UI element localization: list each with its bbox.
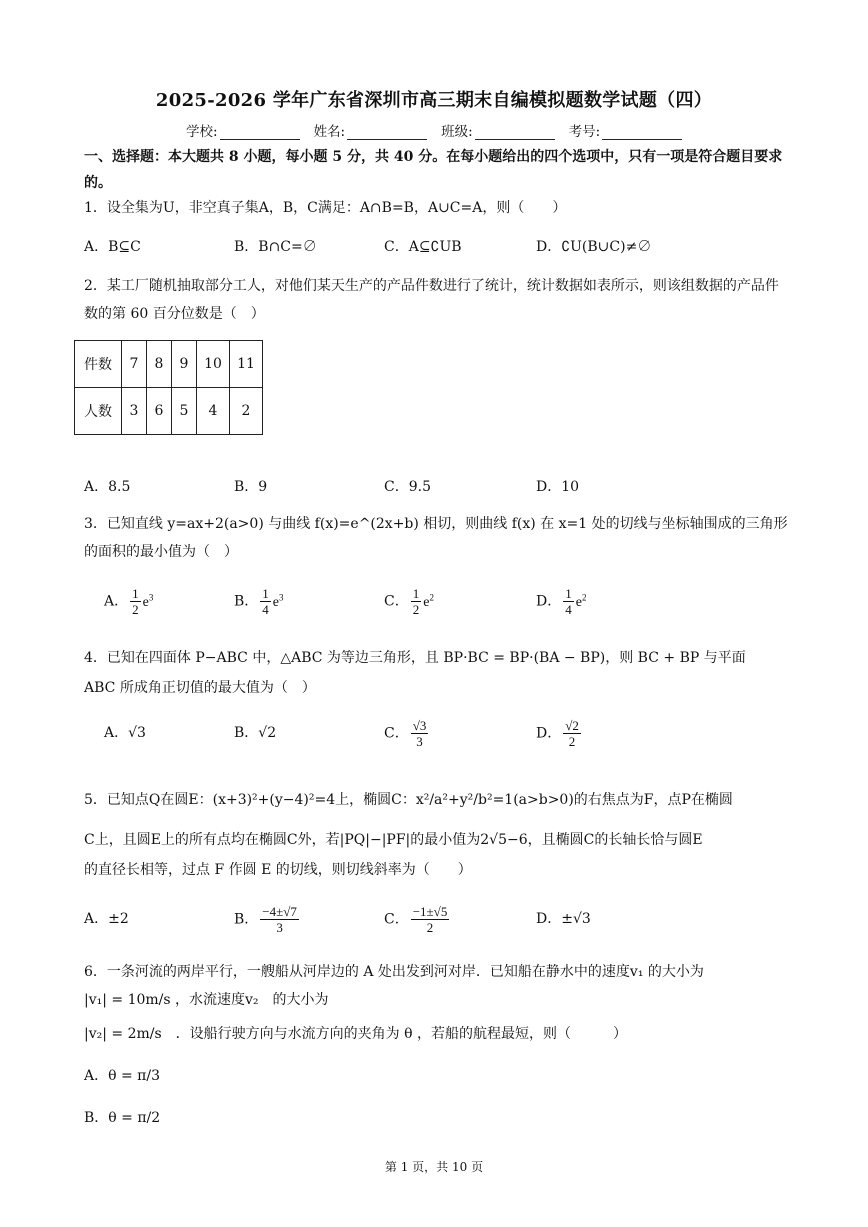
q3-option-b[interactable]: B． $\frac{1}{4}$ $e^3$ xyxy=(234,586,284,617)
table-cell: 人数 xyxy=(75,388,122,435)
question-5-options xyxy=(84,904,784,942)
q1-option-c[interactable]: C．A⊆∁UB xyxy=(384,239,462,255)
question-3-options xyxy=(84,586,784,620)
q2-option-d[interactable]: D．10 xyxy=(536,479,580,495)
q3-option-d[interactable]: D． $\frac{1}{4}$ $e^2$ xyxy=(536,586,587,617)
q4-option-c[interactable]: C． $\frac{√3}{3}$ xyxy=(384,718,427,749)
data-table xyxy=(74,340,263,435)
question-5-stem-line2: C上，且圆E上的所有点均在椭圆C外，若|PQ|−|PF|的最小值为2√5−6，且椭圆C的长轴长恰与圆E xyxy=(84,832,703,848)
question-6-stem-line2: |v₁| = 10m/s ，水流速度v₂ 的大小为 xyxy=(84,992,329,1008)
exam-no-field: 考号: xyxy=(569,120,683,140)
student-info xyxy=(186,120,706,140)
question-4-options xyxy=(84,718,784,758)
page-title: 2025-2026 学年广东省深圳市高三期末自编模拟题数学试题（四） xyxy=(155,90,713,111)
q5-option-b[interactable]: B． $\frac{-4\pm√7}{3}$ xyxy=(234,904,297,935)
page-footer: 第 1 页，共 10 页 xyxy=(384,1160,484,1174)
q2-option-a[interactable]: A．8.5 xyxy=(84,479,131,495)
question-3-stem-line2: 的面积的最小值为（ ） xyxy=(84,544,238,560)
table-cell: 6 xyxy=(147,388,172,435)
question-6-stem-line3: |v₂| = 2m/s ．设船行驶方向与水流方向的夹角为 θ ，若船的航程最短，则（ ） xyxy=(84,1026,627,1042)
q6-option-b[interactable]: B．θ = π/2 xyxy=(84,1110,161,1126)
table-cell: 2 xyxy=(230,388,263,435)
question-1-options xyxy=(84,236,784,266)
exam-no-blank[interactable] xyxy=(602,125,682,140)
q3-option-c[interactable]: C． $\frac{1}{2}$ $e^2$ xyxy=(384,586,434,617)
q5-option-c[interactable]: C． $\frac{-1\pm√5}{2}$ xyxy=(384,904,448,935)
question-2-options xyxy=(84,476,784,506)
q5-option-d[interactable]: D．±√3 xyxy=(536,911,591,927)
question-3-stem-line1: 3．已知直线 y=ax+2(a>0) 与曲线 f(x)=e^(2x+b) 相切，则曲线 f(x) 在 x=1 处的切线与坐标轴围成的三角形 xyxy=(84,516,788,532)
q3-option-a[interactable]: A． $\frac{1}{2}$ $e^3$ xyxy=(104,586,154,617)
q1-option-a[interactable]: A．B⊆C xyxy=(84,239,141,255)
question-6-stem-line1: 6．一条河流的两岸平行，一艘船从河岸边的 A 处出发到河对岸．已知船在静水中的速度v₁ 的大小为 xyxy=(84,964,704,980)
question-4-stem-line2: ABC 所成角正切值的最大值为（ ） xyxy=(84,680,316,696)
table-cell: 8 xyxy=(147,341,172,388)
table-cell: 5 xyxy=(172,388,197,435)
q5-option-a[interactable]: A．±2 xyxy=(84,911,129,927)
class-blank[interactable] xyxy=(475,125,555,140)
question-5-stem-line3: 的直径长相等，过点 F 作圆 E 的切线，则切线斜率为（ ） xyxy=(84,862,472,878)
q2-option-c[interactable]: C．9.5 xyxy=(384,479,431,495)
table-cell: 9 xyxy=(172,341,197,388)
table-cell: 件数 xyxy=(75,341,122,388)
q1-option-d[interactable]: D．∁U(B∪C)≠∅ xyxy=(536,239,652,255)
q6-option-a[interactable]: A．θ = π/3 xyxy=(84,1068,160,1084)
q4-option-b[interactable]: B．√2 xyxy=(234,725,277,741)
question-1-stem: 1．设全集为U，非空真子集A，B，C满足：A∩B=B，A∪C=A，则（ ） xyxy=(84,200,567,216)
q4-option-d[interactable]: D． $\frac{√2}{2}$ xyxy=(536,718,579,749)
class-field: 班级: xyxy=(441,120,555,140)
q2-option-b[interactable]: B．9 xyxy=(234,479,268,495)
q4-option-a[interactable]: A．√3 xyxy=(104,725,146,741)
table-cell: 7 xyxy=(122,341,147,388)
name-blank[interactable] xyxy=(347,125,427,140)
school-field: 学校: xyxy=(186,120,300,140)
section-heading: 一、选择题：本大题共 8 小题，每小题 5 分，共 40 分。在每小题给出的四个选项中，只有一项是符合题目要求的。 xyxy=(84,149,783,191)
question-2-stem: 2．某工厂随机抽取部分工人，对他们某天生产的产品件数进行了统计，统计数据如表所示，则该组数据的产品件数的第 60 百分位数是（ ） xyxy=(84,278,779,322)
question-5-stem-line1: 5．已知点Q在圆E：(x+3)²+(y−4)²=4上，椭圆C：x²/a²+y²/b²=1(a>b>0)的右焦点为F，点P在椭圆 xyxy=(84,792,733,808)
q1-option-b[interactable]: B．B∩C=∅ xyxy=(234,239,317,255)
school-blank[interactable] xyxy=(220,125,300,140)
table-row xyxy=(75,341,263,388)
name-field: 姓名: xyxy=(314,120,428,140)
table-cell: 10 xyxy=(197,341,230,388)
table-row xyxy=(75,388,263,435)
table-cell: 4 xyxy=(197,388,230,435)
question-4-stem-line1: 4．已知在四面体 P−ABC 中，△ABC 为等边三角形，且 BP·BC = BP·(BA − BP)，则 BC + BP 与平面 xyxy=(84,650,746,666)
table-cell: 3 xyxy=(122,388,147,435)
table-cell: 11 xyxy=(230,341,263,388)
